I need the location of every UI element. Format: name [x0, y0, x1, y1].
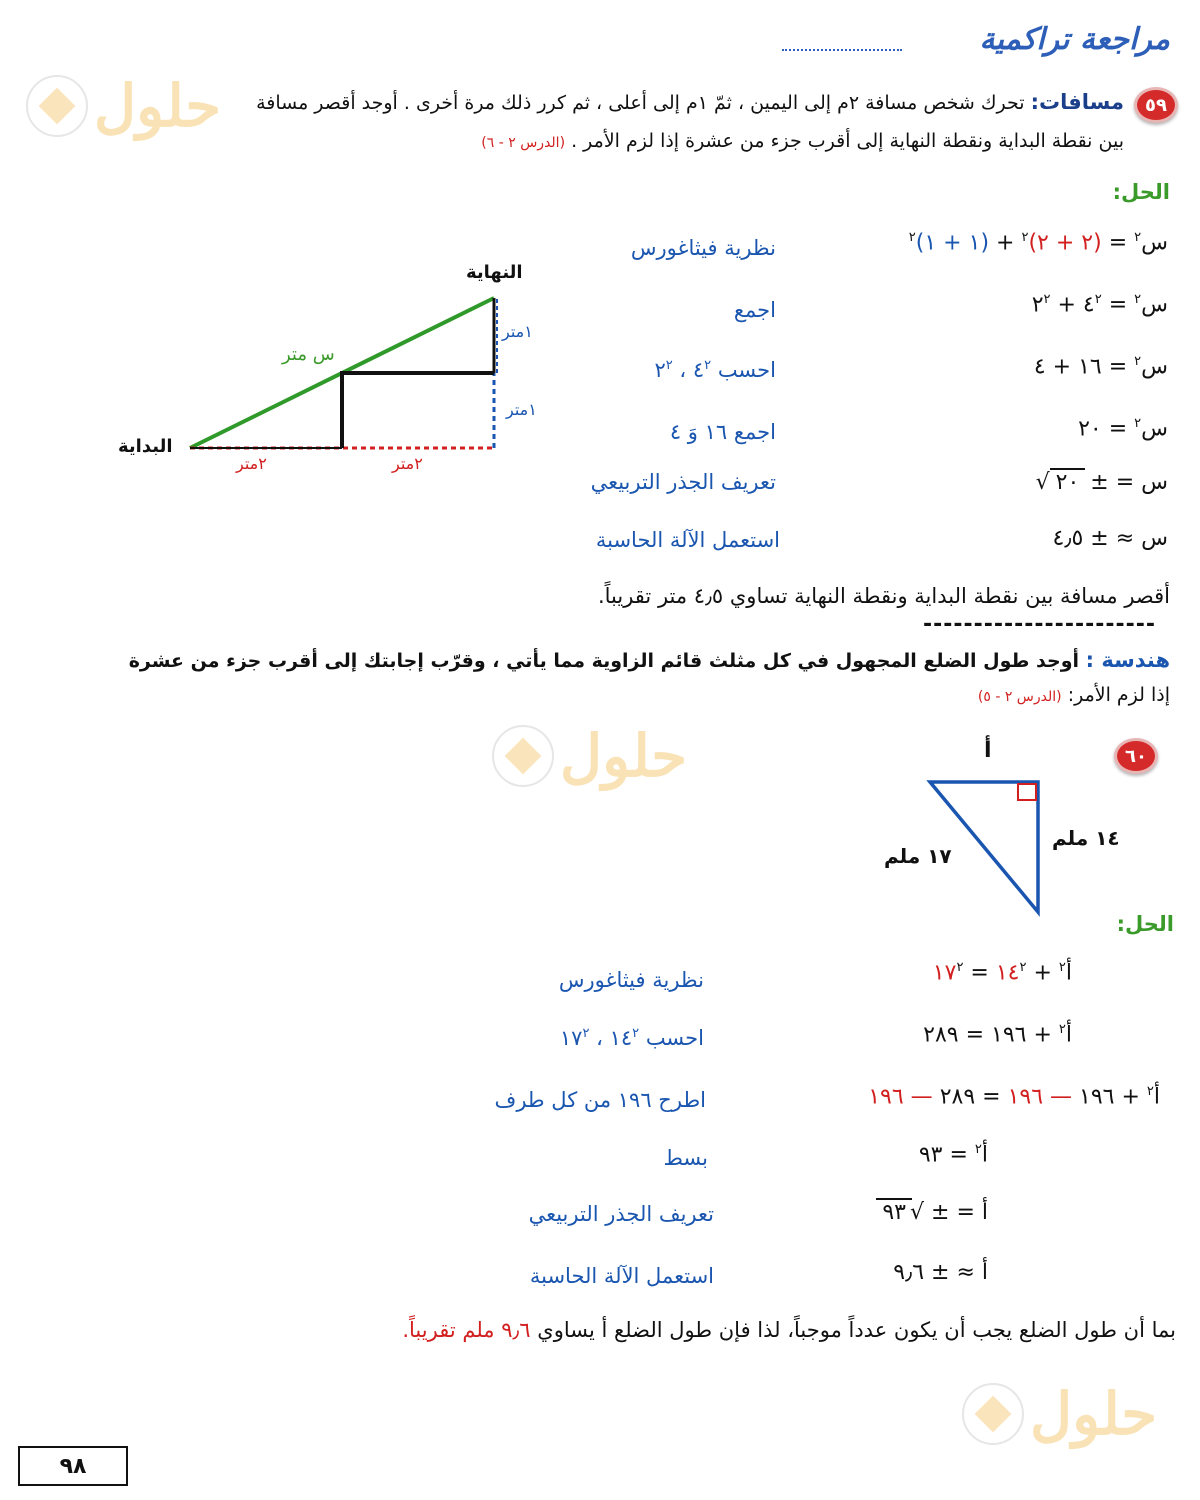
conclusion-red-text: ٩٫٦ ملم تقريباً.	[402, 1318, 531, 1342]
problem-59-text-line2: بين نقطة البداية ونقطة النهاية إلى أقرب جزء من عشرة إذا لزم الأمر .	[571, 130, 1124, 152]
diagram-up-label-top: ١متر	[502, 322, 533, 341]
geometry-text-line2: إذا لزم الأمر:	[1067, 684, 1170, 706]
p59-step-5-math: س = ± ٢٠√	[1035, 470, 1168, 495]
diagram-end-label: النهاية	[466, 262, 523, 283]
watermark-logo-icon	[962, 1383, 1024, 1445]
p59-step-4-reason: اجمع ١٦ وَ ٤	[669, 420, 776, 444]
problem-59-conclusion: أقصر مسافة بين نقطة البداية ونقطة النهاية تساوي ٤٫٥ متر تقريباً.	[597, 584, 1170, 608]
p60-step-4-math: أ$^٢$ = ٩٣	[918, 1142, 988, 1168]
watermark-logo-icon	[492, 725, 554, 787]
diagram-hyp-label: س متر	[282, 344, 335, 365]
geometry-label: هندسة :	[1085, 648, 1170, 672]
section-divider: -----------------------	[922, 612, 1156, 637]
problem-59-text-line1: تحرك شخص مسافة ٢م إلى اليمين ، ثمّ ١م إلى أعلى ، ثم كرر ذلك مرة أخرى . أوجد أقصر مسافة	[256, 92, 1025, 114]
p60-step-2-reason: احسب $١٤^٢$ ، $١٧^٢$	[559, 1026, 704, 1050]
p59-step-3-math: س$^٢$ = ١٦ + ٤	[1033, 354, 1168, 380]
problem-59-statement	[256, 90, 1124, 114]
p59-step-1-math: س$^٢$ = (٢ + ٢)$^٢$ + (١ + ١)$^٢$	[908, 230, 1168, 256]
problem-60-solution-label: الحل:	[1116, 912, 1174, 936]
triangle-vertex-label: أ	[984, 738, 992, 763]
watermark-middle: حلول	[492, 722, 687, 790]
p60-step-3-reason: اطرح ١٩٦ من كل طرف	[494, 1088, 706, 1112]
p60-step-1-math: أ$^٢$ + $١٤^٢$ = $١٧^٢$	[932, 960, 1072, 986]
problem-59-statement-line2	[481, 130, 1124, 152]
page-title: مراجعة تراكمية	[979, 22, 1170, 57]
p60-step-6-math: أ ≈ ± ٩٫٦	[893, 1260, 988, 1285]
p59-step-4-math: س$^٢$ = ٢٠	[1078, 416, 1168, 442]
geometry-text-line1: أوجد طول الضلع المجهول في كل مثلث قائم الزاوية مما يأتي ، وقرّب إجابتك إلى أقرب جزء من عشرة	[128, 650, 1080, 672]
watermark-bottom: حلول	[962, 1380, 1157, 1448]
p59-step-5-reason: تعريف الجذر التربيعي	[590, 470, 776, 494]
geometry-lesson-ref: (الدرس ٢ - ٥)	[977, 689, 1062, 705]
problem-59-label: مسافات:	[1030, 90, 1124, 114]
right-angle-marker	[1018, 784, 1036, 800]
page-number: ٩٨	[18, 1446, 128, 1486]
p60-step-5-math: أ = ± √٩٣	[876, 1198, 988, 1225]
p59-step-2-math: س$^٢$ = $٤^٢$ + $٢^٢$	[1031, 292, 1168, 318]
diagram-start-label: البداية	[118, 436, 173, 457]
problem-60-conclusion	[402, 1318, 1176, 1342]
step-path	[342, 373, 494, 448]
p59-step-2-reason: اجمع	[733, 298, 776, 322]
watermark-top: حلول	[26, 72, 221, 140]
geometry-statement-line2	[978, 684, 1170, 706]
triangle-side-left: ١٧ ملم	[884, 844, 952, 868]
problem-59-badge: ٥٩	[1134, 87, 1178, 123]
p60-step-3-math: أ$^٢$ + ١٩٦ — ١٩٦ = ٢٨٩ — ١٩٦	[868, 1084, 1160, 1110]
p60-step-2-math: أ$^٢$ + ١٩٦ = ٢٨٩	[923, 1022, 1072, 1048]
header	[750, 22, 1170, 66]
p59-step-1-reason: نظرية فيثاغورس	[630, 236, 776, 260]
p60-step-4-reason: بسط	[663, 1146, 708, 1170]
triangle-side-right: ١٤ ملم	[1052, 826, 1120, 850]
p60-step-5-reason: تعريف الجذر التربيعي	[528, 1202, 714, 1226]
p59-step-3-reason: احسب $٤^٢$ ، $٢^٢$	[654, 358, 776, 382]
diagram-right-label-right: ٢متر	[392, 454, 423, 473]
p59-step-6-math: س ≈ ± ٤٫٥	[1052, 526, 1168, 551]
problem-59-solution-label: الحل:	[1112, 180, 1170, 204]
geometry-statement-line1	[129, 648, 1170, 672]
p59-step-6-reason: استعمل الآلة الحاسبة	[595, 528, 780, 552]
p60-step-6-reason: استعمل الآلة الحاسبة	[529, 1264, 714, 1288]
problem-60-badge: ٦٠	[1114, 738, 1158, 774]
problem-59-lesson-ref: (الدرس ٢ - ٦)	[481, 135, 566, 151]
watermark-logo-icon	[26, 75, 88, 137]
diagram-up-label-bottom: ١متر	[506, 400, 537, 419]
title-dotted-line	[782, 49, 902, 51]
problem-59-diagram	[110, 262, 570, 482]
diagram-right-label-left: ٢متر	[236, 454, 267, 473]
p60-step-1-reason: نظرية فيثاغورس	[558, 968, 704, 992]
conclusion-black-text: بما أن طول الضلع يجب أن يكون عدداً موجباً، لذا فإن طول الضلع أ يساوي	[537, 1318, 1176, 1342]
